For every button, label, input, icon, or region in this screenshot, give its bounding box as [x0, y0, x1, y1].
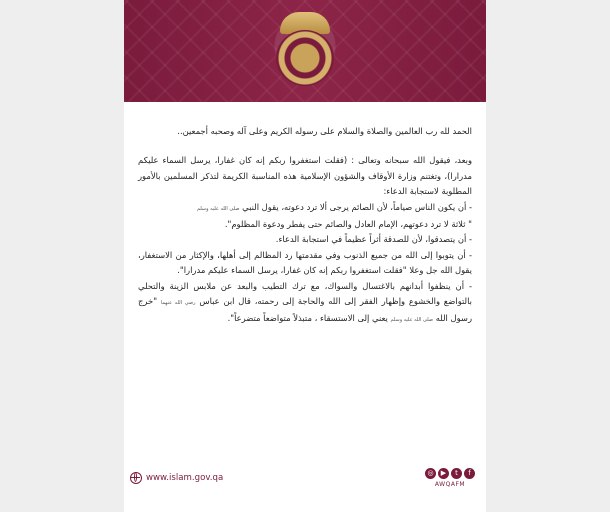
announcement-body — [138, 124, 472, 329]
website-text[interactable]: www.islam.gov.qa — [146, 473, 224, 483]
social-block — [422, 468, 478, 488]
item-fasting-quote: " ثلاثة لا ترد دعوتهم، الإمام العادل والصائم حتى يفطر ودعوة المظلوم". — [224, 219, 472, 230]
opening-line: الحمد لله رب العالمين والصلاة والسلام على رسوله الكريم وعلى آله وصحبه أجمعين.. — [177, 126, 472, 136]
qatar-emblem-icon — [270, 8, 340, 88]
header-banner — [124, 0, 486, 102]
globe-icon — [130, 472, 142, 484]
item-repentance: - أن يتوبوا إلى الله من جميع الذنوب وفي مقدمتها رد المظالم إلى أهلها، والإكثار من الاستغفار، يقول الله جل وعلا "فقلت استغفروا ربكم إنه كان غفارا، يرسل السماء عليكم مدرارا". — [138, 249, 472, 276]
item-cleanliness: - أن ينظفوا أبدانهم بالاغتسال والسواك، مع ترك التطيب والبعد عن ملابس الزينة والتحلي بالتواضع والخشوع وإظهار الفقر إلى الله والحاجة إلى رحمته، قال ابن عباس رضي الله عنهما "خرج رسول الله صلى الله عليه وسلم يعني إلى الاستسقاء ، متبذلاً متواضعاً متضرعاً". — [138, 280, 472, 324]
twitter-icon[interactable]: t — [451, 468, 462, 479]
instagram-icon[interactable]: ◎ — [425, 468, 436, 479]
youtube-icon[interactable]: ▶ — [438, 468, 449, 479]
social-icons — [422, 468, 478, 479]
website-link[interactable] — [130, 470, 223, 486]
document-page — [124, 0, 486, 512]
intro-paragraph: وبعد، فيقول الله سبحانه وتعالى : (فقلت استغفروا ربكم إنه كان غفارا، يرسل السماء عليكم مدرارا)، وتغتنم وزارة الأوقاف والشؤون الإسلامية هذه المناسبة الكريمة لتذكر المسلمين بالأمور المطلوبة لاستجابة الدعاء: — [138, 155, 472, 197]
facebook-icon[interactable]: f — [464, 468, 475, 479]
item-fasting: - أن يكون الناس صياماً، لأن الصائم يرجى ألا ترد دعوته، يقول النبي صلى الله عليه وسلم — [196, 201, 472, 212]
social-handle: AWQAFM — [434, 481, 466, 488]
item-charity: - أن يتصدقوا، لأن للصدقة أثراً عظيماً في استجابة الدعاء. — [275, 234, 472, 245]
